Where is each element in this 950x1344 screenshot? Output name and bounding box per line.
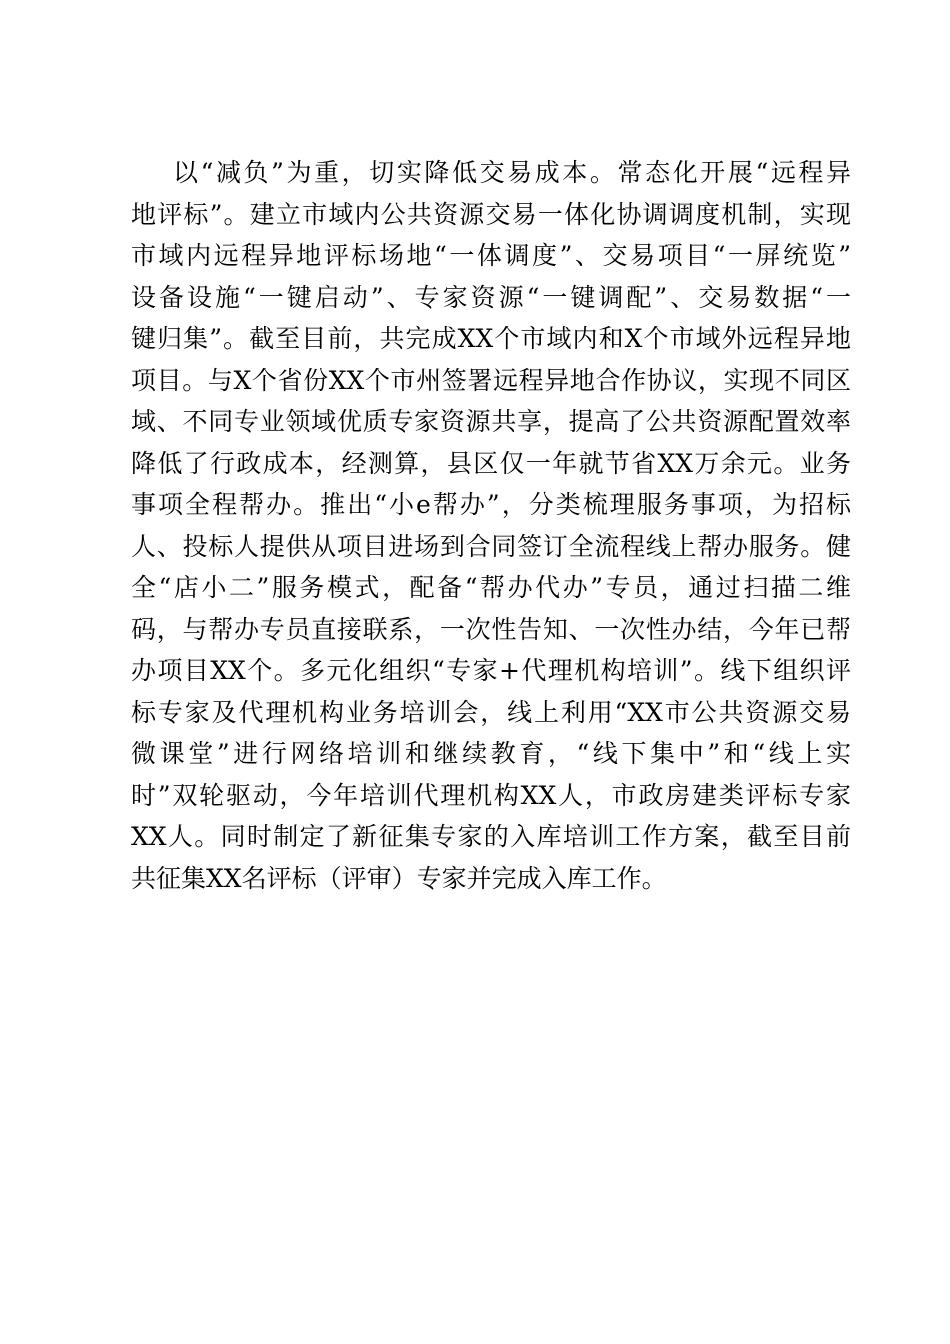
paragraph-line: 全“店小二”服务模式，配备“帮办代办”专员，通过扫描二维 (131, 573, 851, 602)
paragraph-line: 共征集XX名评标（评审）专家并完成入库工作。 (131, 863, 667, 893)
paragraph-line: 事项全程帮办。推出“小e帮办”，分类梳理服务事项，为招标 (131, 490, 851, 519)
paragraph-line: 以“减负”为重，切实降低交易成本。常态化开展“远程异 (173, 158, 851, 187)
paragraph-line: 项目。与X个省份XX个市州签署远程异地合作协议，实现不同区 (131, 365, 851, 395)
paragraph-line: 码，与帮办专员直接联系，一次性告知、一次性办结，今年已帮 (131, 614, 851, 644)
paragraph-line: 降低了行政成本，经测算，县区仅一年就节省XX万余元。业务 (131, 448, 851, 478)
paragraph-line: 时”双轮驱动，今年培训代理机构XX人，市政房建类评标专家 (131, 780, 851, 810)
paragraph-line: 市域内远程异地评标场地“一体调度”、交易项目“一屏统览” (131, 241, 851, 270)
paragraph-line: 办项目XX个。多元化组织“专家+代理机构培训”。线下组织评 (131, 656, 851, 685)
paragraph-line: 地评标”。建立市域内公共资源交易一体化协调调度机制，实现 (131, 199, 851, 229)
paragraph-line: XX人。同时制定了新征集专家的入库培训工作方案，截至目前 (131, 822, 851, 851)
paragraph-line: 域、不同专业领域优质专家资源共享，提高了公共资源配置效率 (131, 407, 851, 436)
paragraph-line: 微课堂”进行网络培训和继续教育，“线下集中”和“线上实 (131, 739, 851, 768)
paragraph-line: 键归集”。截至目前，共完成XX个市域内和X个市域外远程异地 (131, 324, 851, 353)
body-paragraph (131, 152, 851, 899)
paragraph-line: 标专家及代理机构业务培训会，线上利用“XX市公共资源交易 (131, 697, 851, 727)
paragraph-line: 设备设施“一键启动”、专家资源“一键调配”、交易数据“一 (131, 282, 851, 312)
paragraph-line: 人、投标人提供从项目进场到合同签订全流程线上帮办服务。健 (131, 531, 851, 561)
